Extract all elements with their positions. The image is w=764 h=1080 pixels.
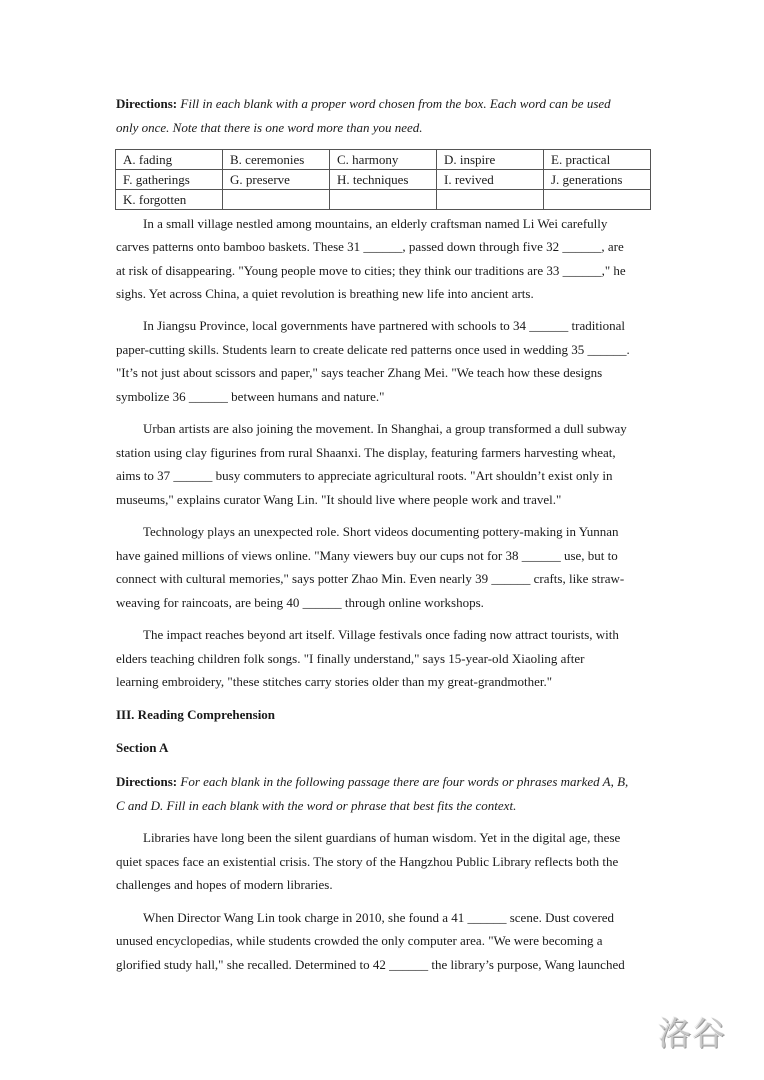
- word-option-i: I. revived: [437, 170, 544, 190]
- word-box-row: [116, 150, 651, 170]
- directions-line-2: C and D. Fill in each blank with the word or phrase that best fits the context.: [116, 798, 517, 813]
- word-box-row: [116, 190, 651, 210]
- passage-line: Libraries have long been the silent guardians of human wisdom. Yet in the digital age, these: [143, 830, 621, 845]
- passage-line: Technology plays an unexpected role. Short videos documenting pottery-making in Yunnan: [143, 524, 619, 539]
- word-box-empty-cell: [437, 190, 544, 210]
- passage-line: "It’s not just about scissors and paper," says teacher Zhang Mei. "We teach how these designs: [116, 365, 603, 380]
- passage-line: museums," explains curator Wang Lin. "It should live where people work and travel.": [116, 492, 562, 507]
- directions-label: Directions:: [116, 96, 178, 111]
- word-box-empty-cell: [330, 190, 437, 210]
- word-box-row: [116, 170, 651, 190]
- directions-label: Directions:: [116, 774, 178, 789]
- word-option-k: K. forgotten: [116, 190, 223, 210]
- passage-line: In Jiangsu Province, local governments have partnered with schools to 34 ______ traditional: [143, 318, 625, 333]
- word-box-empty-cell: [223, 190, 330, 210]
- passage-line: station using clay figurines from rural Shaanxi. The display, featuring farmers harvesting wheat,: [116, 445, 616, 460]
- word-box-table: [115, 149, 651, 210]
- word-option-d: D. inspire: [437, 150, 544, 170]
- watermark-logo: 洛谷: [658, 1014, 726, 1053]
- passage-line: sighs. Yet across China, a quiet revolution is breathing new life into ancient arts.: [116, 286, 534, 301]
- passage-line: connect with cultural memories," says potter Zhao Min. Even nearly 39 ______ crafts, like straw-: [116, 571, 625, 586]
- passage-line: at risk of disappearing. "Young people move to cities; they think our traditions are 33 ______," he: [116, 263, 626, 278]
- directions-text: Fill in each blank with a proper word chosen from the box. Each word can be used: [177, 96, 611, 111]
- directions-text: For each blank in the following passage there are four words or phrases marked A, B,: [177, 774, 629, 789]
- word-option-c: C. harmony: [330, 150, 437, 170]
- passage-line: challenges and hopes of modern libraries.: [116, 877, 333, 892]
- passage-line: symbolize 36 ______ between humans and nature.": [116, 389, 385, 404]
- passage-line: learning embroidery, "these stitches carry stories older than my great-grandmother.": [116, 674, 553, 689]
- directions-line-2: only once. Note that there is one word more than you need.: [116, 120, 423, 135]
- passage-line: weaving for raincoats, are being 40 ______ through online workshops.: [116, 595, 484, 610]
- word-option-e: E. practical: [544, 150, 651, 170]
- section-subheading: Section A: [116, 740, 169, 755]
- word-option-a: A. fading: [116, 150, 223, 170]
- passage-line: have gained millions of views online. "Many viewers buy our cups not for 38 ______ use, but to: [116, 548, 618, 563]
- passage-line: unused encyclopedias, while students crowded the only computer area. "We were becoming a: [116, 933, 603, 948]
- passage-line: glorified study hall," she recalled. Determined to 42 ______ the library’s purpose, Wang launched: [116, 957, 625, 972]
- passage-line: quiet spaces face an existential crisis. The story of the Hangzhou Public Library reflects both the: [116, 854, 619, 869]
- passage-line: aims to 37 ______ busy commuters to appreciate agricultural roots. "Art shouldn’t exist only in: [116, 468, 613, 483]
- passage-line: paper-cutting skills. Students learn to create delicate red patterns once used in wedding 35 ______.: [116, 342, 630, 357]
- directions-line-1: [116, 96, 611, 112]
- passage-line: Urban artists are also joining the movement. In Shanghai, a group transformed a dull subway: [143, 421, 627, 436]
- word-option-b: B. ceremonies: [223, 150, 330, 170]
- word-option-j: J. generations: [544, 170, 651, 190]
- passage-line: carves patterns onto bamboo baskets. These 31 ______, passed down through five 32 ______, are: [116, 239, 624, 254]
- passage-line: In a small village nestled among mountains, an elderly craftsman named Li Wei carefully: [143, 216, 608, 231]
- word-option-f: F. gatherings: [116, 170, 223, 190]
- directions-line-1: [116, 774, 628, 790]
- word-option-g: G. preserve: [223, 170, 330, 190]
- passage-line: The impact reaches beyond art itself. Village festivals once fading now attract tourists, with: [143, 627, 619, 642]
- passage-line: When Director Wang Lin took charge in 2010, she found a 41 ______ scene. Dust covered: [143, 910, 615, 925]
- word-option-h: H. techniques: [330, 170, 437, 190]
- passage-line: elders teaching children folk songs. "I finally understand," says 15-year-old Xiaoling after: [116, 651, 585, 666]
- section-heading: III. Reading Comprehension: [116, 707, 276, 722]
- word-box-empty-cell: [544, 190, 651, 210]
